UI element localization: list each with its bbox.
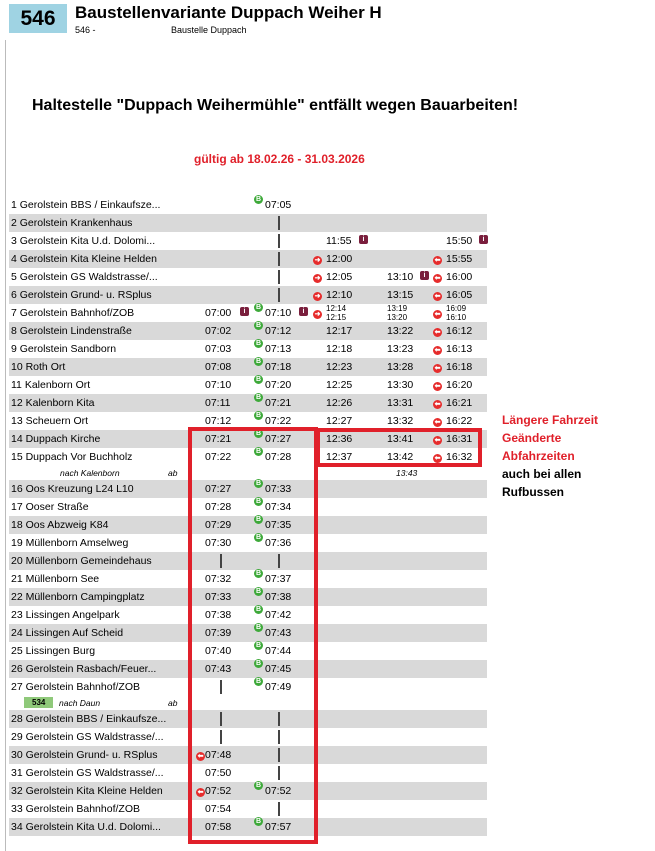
stop-name: 13 Scheuern Ort	[11, 415, 89, 427]
departure-time: 13:30	[387, 379, 414, 391]
school-bus-icon: B	[255, 322, 262, 329]
stop-name: 22 Müllenborn Campingplatz	[11, 591, 145, 603]
stop-name: 34 Gerolstein Kita U.d. Dolomi...	[11, 821, 161, 833]
stop-name: 16 Oos Kreuzung L24 L10	[11, 483, 134, 495]
stop-name: 3 Gerolstein Kita U.d. Dolomi...	[11, 235, 156, 247]
departure-time: 12:18	[326, 343, 353, 355]
pass-through-marker	[278, 288, 280, 302]
info-icon: i	[299, 307, 308, 316]
school-bus-icon: B	[255, 448, 262, 455]
stop-name: 8 Gerolstein Lindenstraße	[11, 325, 132, 337]
route-number-badge: 546	[9, 4, 67, 33]
school-bus-icon: B	[255, 516, 262, 523]
on-demand-arrow-icon: ⬅	[434, 437, 441, 444]
stop-name: 33 Gerolstein Bahnhof/ZOB	[11, 803, 140, 815]
school-bus-icon: B	[255, 340, 262, 347]
school-bus-icon: B	[255, 412, 262, 419]
timetable-row	[9, 322, 487, 340]
departure-time: 13:23	[387, 343, 414, 355]
departure-time: 07:22	[265, 415, 292, 427]
stop-name: 31 Gerolstein GS Waldstrasse/...	[11, 767, 164, 779]
departure-time: 07:44	[265, 645, 292, 657]
info-icon: i	[479, 235, 488, 244]
departure-time: 12:26	[326, 397, 353, 409]
departure-time: 07:00	[205, 307, 232, 319]
highlight-box-left	[188, 427, 318, 844]
school-bus-icon: B	[255, 570, 262, 577]
stop-name: 20 Müllenborn Gemeindehaus	[11, 555, 152, 567]
note-changed: Geänderte	[502, 431, 562, 445]
departure-time: 07:37	[265, 573, 292, 585]
stop-name: 5 Gerolstein GS Waldstrasse/...	[11, 271, 158, 283]
stop-name: 17 Ooser Straße	[11, 501, 89, 513]
stop-name: 9 Gerolstein Sandborn	[11, 343, 117, 355]
timetable-row	[9, 286, 487, 304]
timetable-title: Baustellenvariante Duppach Weiher H	[75, 3, 382, 22]
stop-name: 29 Gerolstein GS Waldstrasse/...	[11, 731, 164, 743]
on-demand-arrow-icon: ⬅	[434, 419, 441, 426]
departure-time: 07:28	[205, 501, 232, 513]
connection-label: nach Daun	[59, 698, 101, 708]
departure-time: 16:22	[446, 415, 473, 427]
departure-time: 13:15	[387, 289, 414, 301]
departure-time: 15:50	[446, 235, 473, 247]
pass-through-marker	[278, 252, 280, 266]
departure-time: 07:12	[205, 415, 232, 427]
connection-label: nach Kalenborn	[60, 468, 120, 478]
departure-time: 07:54	[205, 803, 232, 815]
departure-time: 07:20	[265, 379, 292, 391]
departure-time: 16:12	[446, 325, 473, 337]
departure-time: 07:40	[205, 645, 232, 657]
pass-through-marker	[278, 270, 280, 284]
stop-name: 23 Lissingen Angelpark	[11, 609, 120, 621]
departure-time: 16:00	[446, 271, 473, 283]
departure-time: 07:43	[205, 663, 232, 675]
school-bus-icon: B	[255, 642, 262, 649]
departure-time: 07:29	[205, 519, 232, 531]
stop-name: 6 Gerolstein Grund- u. RSplus	[11, 289, 152, 301]
timetable-row	[9, 358, 487, 376]
note-on-demand-buses: Rufbussen	[502, 485, 565, 499]
departure-time: 07:33	[265, 483, 292, 495]
departure-time: 12:00	[326, 253, 353, 265]
school-bus-icon: B	[255, 498, 262, 505]
departure-time: 13:31	[387, 397, 414, 409]
info-icon: i	[240, 307, 249, 316]
departure-time: 15:55	[446, 253, 473, 265]
departure-time: 07:49	[265, 681, 292, 693]
stop-name: 15 Duppach Vor Buchholz	[11, 451, 133, 463]
school-bus-icon: B	[255, 358, 262, 365]
validity-period: gültig ab 18.02.26 - 31.03.2026	[194, 152, 365, 166]
stop-name: 30 Gerolstein Grund- u. RSplus	[11, 749, 158, 761]
departure-time: 07:10	[265, 307, 292, 319]
departure-marker: ab	[168, 698, 178, 708]
stop-name: 14 Duppach Kirche	[11, 433, 101, 445]
departure-time: 13:10	[387, 271, 414, 283]
departure-time: 12:27	[326, 415, 353, 427]
note-longer-travel-time: Längere Fahrzeit	[502, 413, 599, 427]
departure-time: 13:22	[387, 325, 414, 337]
school-bus-icon: B	[255, 782, 262, 789]
timetable-row	[9, 250, 487, 268]
on-demand-arrow-icon: ⬅	[434, 257, 441, 264]
timetable-row	[9, 340, 487, 358]
departure-time: 07:27	[205, 483, 232, 495]
timetable-row	[9, 232, 487, 250]
departure-time: 13:42	[387, 451, 414, 463]
stop-name: 1 Gerolstein BBS / Einkaufsze...	[11, 199, 161, 211]
on-demand-arrow-icon: ➜	[314, 275, 321, 282]
departure-time: 12:10	[326, 289, 353, 301]
timetable-row	[9, 268, 487, 286]
on-demand-arrow-icon: ⬅	[434, 455, 441, 462]
departure-time: 07:03	[205, 343, 232, 355]
departure-marker: ab	[168, 468, 178, 478]
departure-time: 07:36	[265, 537, 292, 549]
departure-time: 16:31	[446, 433, 473, 445]
departure-time: 07:33	[205, 591, 232, 603]
departure-time: 12:37	[326, 451, 353, 463]
connection-line-badge: 534	[24, 697, 53, 708]
on-demand-arrow-icon: ⬅	[434, 275, 441, 282]
school-bus-icon: B	[255, 818, 262, 825]
info-icon: i	[420, 271, 429, 280]
departure-time: 07:10	[205, 379, 232, 391]
departure-time: 07:28	[265, 451, 292, 463]
timetable-row	[9, 304, 487, 322]
departure-time: 16:13	[446, 343, 473, 355]
stop-name: 11 Kalenborn Ort	[11, 379, 91, 391]
departure-time: 07:35	[265, 519, 292, 531]
on-demand-arrow-icon: ⬅	[434, 383, 441, 390]
departure-time: 07:52	[265, 785, 292, 797]
departure-time: 11:55	[326, 235, 352, 247]
departure-time: 07:05	[265, 199, 292, 211]
stop-name: 18 Oos Abzweig K84	[11, 519, 109, 531]
departure-time: 07:42	[265, 609, 292, 621]
stop-name: 21 Müllenborn See	[11, 573, 100, 585]
departure-time: 07:30	[205, 537, 232, 549]
school-bus-icon: B	[255, 196, 262, 203]
school-bus-icon: B	[255, 430, 262, 437]
departure-time: 13:41	[387, 433, 414, 445]
subtitle-description: Baustelle Duppach	[171, 25, 247, 35]
departure-time: 07:52	[205, 785, 232, 797]
stop-name: 26 Gerolstein Rasbach/Feuer...	[11, 663, 157, 675]
subtitle-route: 546 -	[75, 25, 96, 35]
on-demand-arrow-icon: ⬅	[434, 365, 441, 372]
on-demand-arrow-icon: ⬅	[434, 311, 441, 318]
stop-name: 25 Lissingen Burg	[11, 645, 96, 657]
connection-time: 13:43	[396, 468, 418, 478]
on-demand-arrow-icon: ➜	[314, 257, 321, 264]
school-bus-icon: B	[255, 588, 262, 595]
on-demand-arrow-icon: ⬅	[197, 789, 204, 796]
departure-time: 07:32	[205, 573, 232, 585]
departure-time: 07:22	[205, 451, 232, 463]
departure-time: 12:17	[326, 325, 353, 337]
left-margin-line	[5, 40, 6, 851]
timetable-row	[9, 376, 487, 394]
closure-notice: Haltestelle "Duppach Weihermühle" entfällt wegen Bauarbeiten!	[32, 97, 519, 114]
departure-time: 07:34	[265, 501, 292, 513]
timetable-row	[9, 394, 487, 412]
note-departure-times: Abfahrzeiten	[502, 449, 575, 463]
departure-time: 07:12	[265, 325, 292, 337]
departure-time: 13:28	[387, 361, 414, 373]
departure-time: 07:08	[205, 361, 232, 373]
on-demand-arrow-icon: ⬅	[434, 329, 441, 336]
departure-time: 07:27	[265, 433, 292, 445]
departure-time: 07:48	[205, 749, 232, 761]
school-bus-icon: B	[255, 624, 262, 631]
on-demand-arrow-icon: ⬅	[197, 753, 204, 760]
departure-time: 07:11	[205, 397, 231, 409]
departure-time: 12:36	[326, 433, 353, 445]
school-bus-icon: B	[255, 376, 262, 383]
departure-time: 07:18	[265, 361, 292, 373]
departure-time: 13:32	[387, 415, 414, 427]
departure-time: 07:58	[205, 821, 232, 833]
school-bus-icon: B	[255, 660, 262, 667]
on-demand-arrow-icon: ➜	[314, 293, 321, 300]
departure-time: 07:39	[205, 627, 232, 639]
on-demand-arrow-icon: ➜	[314, 311, 321, 318]
stop-name: 32 Gerolstein Kita Kleine Helden	[11, 785, 163, 797]
departure-time: 16:21	[446, 397, 473, 409]
timetable-row	[9, 196, 487, 214]
on-demand-arrow-icon: ⬅	[434, 401, 441, 408]
stop-name: 4 Gerolstein Kita Kleine Helden	[11, 253, 157, 265]
stop-name: 10 Roth Ort	[11, 361, 66, 373]
school-bus-icon: B	[255, 534, 262, 541]
departure-time: 07:13	[265, 343, 292, 355]
stop-name: 27 Gerolstein Bahnhof/ZOB	[11, 681, 140, 693]
highlight-box-right	[316, 428, 482, 467]
timetable-row	[9, 214, 487, 232]
departure-time: 07:45	[265, 663, 292, 675]
stop-name: 7 Gerolstein Bahnhof/ZOB	[11, 307, 135, 319]
departure-time: 07:57	[265, 821, 292, 833]
on-demand-arrow-icon: ⬅	[434, 293, 441, 300]
departure-time: 07:43	[265, 627, 292, 639]
departure-time: 16:20	[446, 379, 473, 391]
stop-name: 19 Müllenborn Amselweg	[11, 537, 129, 549]
departure-time: 12:23	[326, 361, 353, 373]
departure-time: 07:38	[265, 591, 292, 603]
on-demand-arrow-icon: ⬅	[434, 347, 441, 354]
stop-name: 2 Gerolstein Krankenhaus	[11, 217, 133, 229]
stop-name: 24 Lissingen Auf Scheid	[11, 627, 124, 639]
info-icon: i	[359, 235, 368, 244]
departure-time: 07:21	[205, 433, 232, 445]
departure-time: 07:02	[205, 325, 232, 337]
pass-through-marker	[278, 234, 280, 248]
stop-name: 12 Kalenborn Kita	[11, 397, 95, 409]
school-bus-icon: B	[255, 394, 262, 401]
departure-time: 16:32	[446, 451, 473, 463]
departure-time: 12:14 12:15	[326, 304, 347, 322]
departure-time: 07:50	[205, 767, 232, 779]
departure-time: 07:38	[205, 609, 232, 621]
departure-time: 12:25	[326, 379, 353, 391]
departure-time: 13:19 13:20	[387, 304, 408, 322]
departure-time: 12:05	[326, 271, 353, 283]
departure-time: 16:09 16:10	[446, 304, 467, 322]
stop-name: 28 Gerolstein BBS / Einkaufsze...	[11, 713, 167, 725]
pass-through-marker	[278, 216, 280, 230]
school-bus-icon: B	[255, 606, 262, 613]
departure-time: 16:18	[446, 361, 473, 373]
departure-time: 16:05	[446, 289, 473, 301]
school-bus-icon: B	[255, 480, 262, 487]
school-bus-icon: B	[255, 678, 262, 685]
school-bus-icon: B	[255, 304, 262, 311]
departure-time: 07:21	[265, 397, 292, 409]
note-also-all: auch bei allen	[502, 467, 582, 481]
